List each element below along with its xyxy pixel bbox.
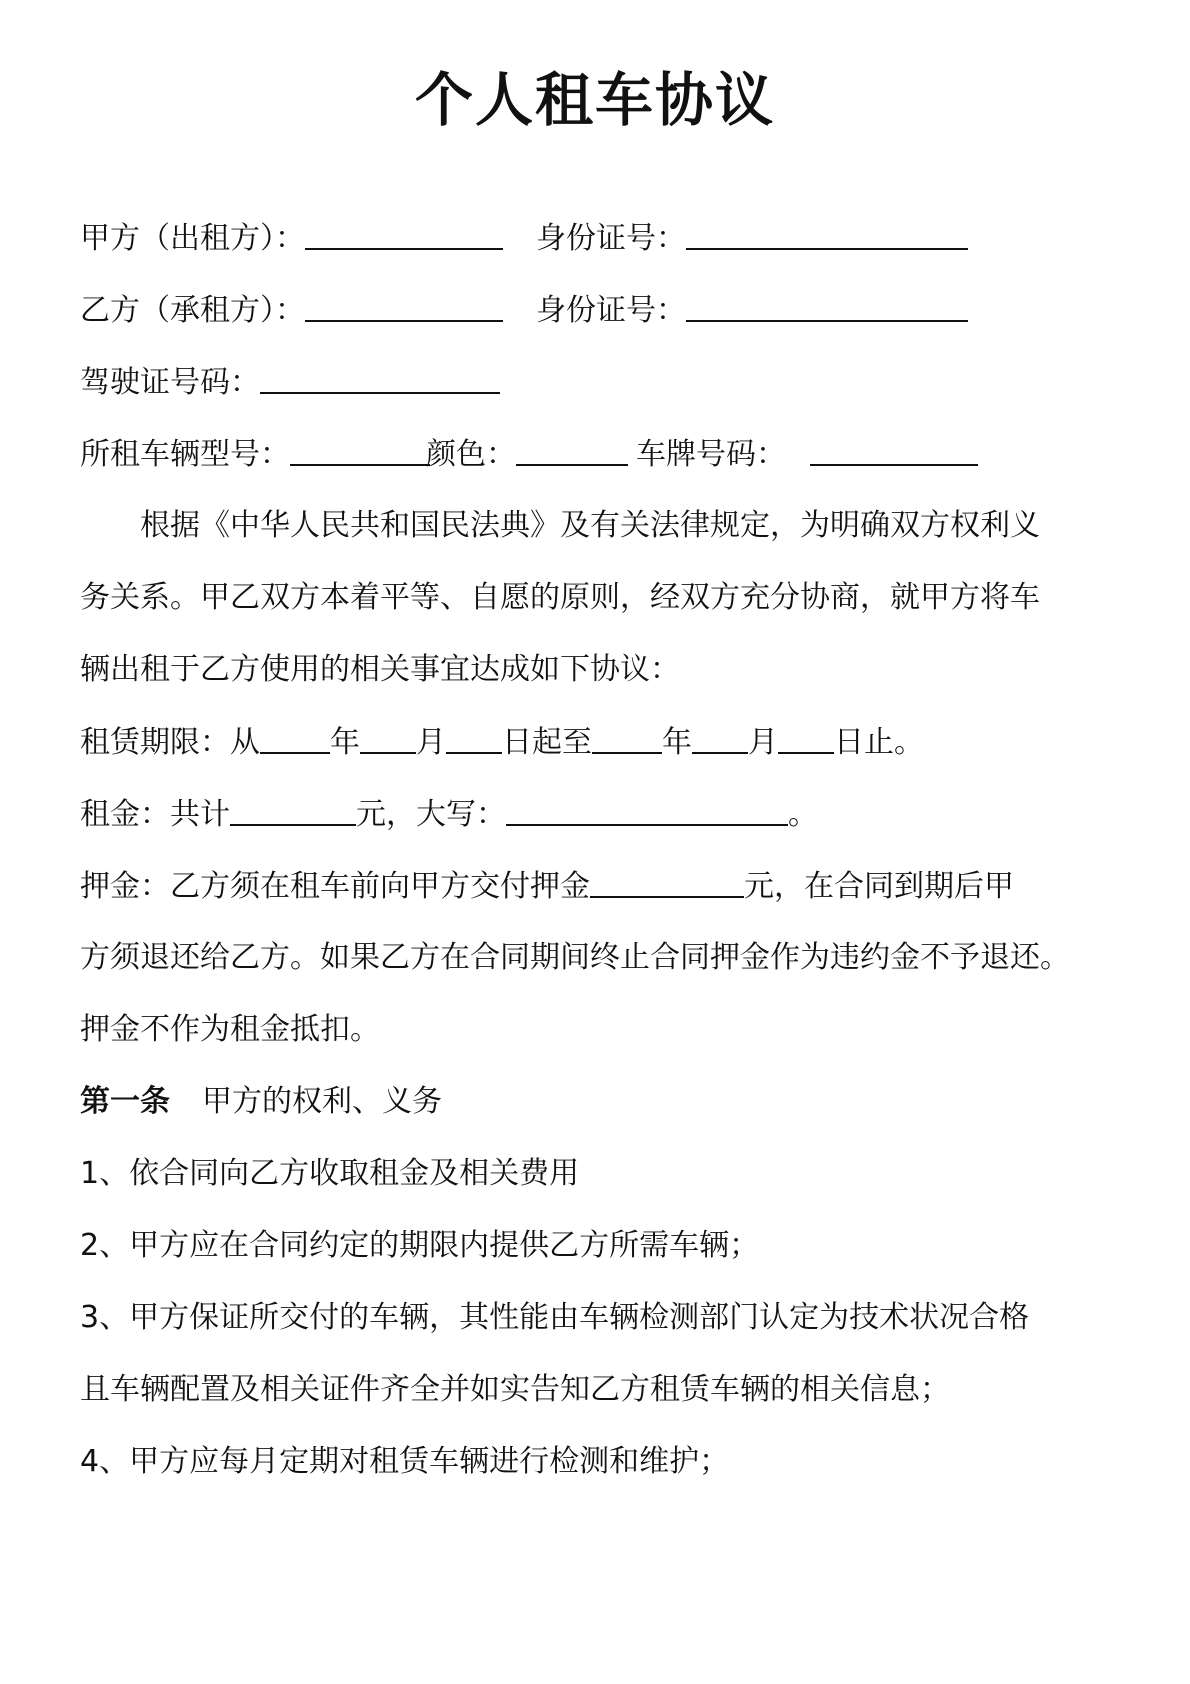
deposit-line-3: 押金不作为租金抵扣。 [80,1012,380,1047]
intro-line-2: 务关系。甲乙双方本着平等、自愿的原则，经双方充分协商，就甲方将车 [80,580,1040,615]
rent-prefix: 租金：共计 [80,797,230,832]
party-b-name-blank[interactable] [305,290,503,322]
license-row [80,362,1110,403]
party-b-label: 乙方（承租方）： [80,293,305,328]
term-start-year-blank[interactable] [260,722,330,754]
deposit-amount-blank[interactable] [590,866,744,898]
party-a-id-label: 身份证号： [536,221,686,256]
rent-end: 。 [788,797,818,832]
article-1-item: 3、甲方保证所交付的车辆，其性能由车辆检测部门认定为技术状况合格 [80,1300,1030,1335]
term-day-from-label: 日起至 [502,725,592,760]
license-blank[interactable] [260,362,500,394]
party-a-label: 甲方（出租方）： [80,221,305,256]
article-1-title: 甲方的权利、义务 [202,1084,442,1119]
party-a-id-blank[interactable] [686,218,968,250]
term-month2-label: 月 [748,725,778,760]
intro-line-1: 根据《中华人民共和国民法典》及有关法律规定，为明确双方权利义 [140,508,1040,543]
vehicle-color-label: 颜色： [426,437,516,472]
term-end-year-blank[interactable] [592,722,662,754]
term-day-to-label: 日止。 [834,725,924,760]
license-label: 驾驶证号码： [80,365,260,400]
term-year2-label: 年 [662,725,692,760]
party-b-id-label: 身份证号： [536,293,686,328]
rent-unit: 元，大写： [356,797,506,832]
vehicle-plate-label: 车牌号码： [636,437,786,472]
vehicle-plate-blank[interactable] [810,434,978,466]
party-b-id-blank[interactable] [686,290,968,322]
vehicle-plate-field [636,434,978,475]
term-month-label: 月 [416,725,446,760]
rent-written-blank[interactable] [506,794,788,826]
term-prefix: 租赁期限：从 [80,725,260,760]
party-a-row [80,218,1110,259]
article-1-item: 2、甲方应在合同约定的期限内提供乙方所需车辆； [80,1228,760,1263]
term-row [80,722,1110,763]
article-1-item: 1、依合同向乙方收取租金及相关费用 [80,1156,580,1191]
rent-amount-blank[interactable] [230,794,356,826]
vehicle-color-field [426,434,628,475]
deposit-prefix: 押金：乙方须在租车前向甲方交付押金 [80,869,590,904]
party-a-id-field [536,218,968,259]
term-end-month-blank[interactable] [692,722,748,754]
article-1-number: 第一条 [80,1084,170,1119]
vehicle-model-label: 所租车辆型号： [80,437,290,472]
party-a-name-blank[interactable] [305,218,503,250]
term-start-day-blank[interactable] [446,722,502,754]
vehicle-row [80,434,1110,475]
vehicle-color-blank[interactable] [516,434,628,466]
document-title: 个人租车协议 [414,66,775,134]
article-1-item-continued: 且车辆配置及相关证件齐全并如实告知乙方租赁车辆的相关信息； [80,1372,950,1407]
term-year-label: 年 [330,725,360,760]
intro-line-3: 辆出租于乙方使用的相关事宜达成如下协议： [80,652,680,687]
article-1-item: 4、甲方应每月定期对租赁车辆进行检测和维护； [80,1444,730,1479]
term-start-month-blank[interactable] [360,722,416,754]
deposit-line-2: 方须退还给乙方。如果乙方在合同期间终止合同押金作为违约金不予退还。 [80,940,1070,975]
deposit-suffix: 元，在合同到期后甲 [744,869,1014,904]
party-b-id-field [536,290,968,331]
rent-row [80,794,1110,835]
vehicle-model-blank[interactable] [290,434,430,466]
term-end-day-blank[interactable] [778,722,834,754]
party-b-row [80,290,1110,331]
article-1-heading-row [80,1082,1110,1122]
deposit-row [80,866,1110,907]
